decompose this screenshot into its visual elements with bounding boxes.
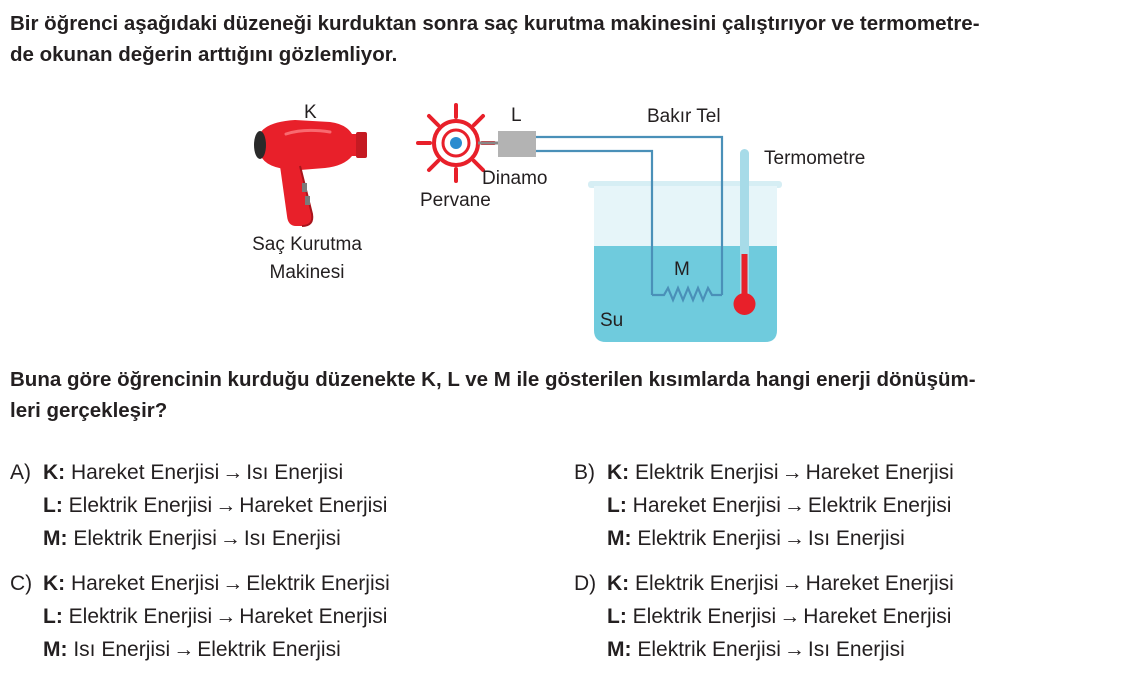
dynamo-box	[498, 131, 536, 157]
option-a-k-to: Isı Enerjisi	[246, 461, 344, 484]
option-b-letter: B)	[574, 461, 595, 484]
label-su: Su	[600, 310, 624, 331]
arrow-icon: →	[783, 638, 805, 661]
option-c-m-key: M:	[43, 638, 68, 661]
option-d-l	[607, 600, 954, 633]
option-b-l-to: Elektrik Enerjisi	[807, 494, 952, 517]
option-b-l-key: L:	[607, 494, 627, 517]
option-d-l-to: Hareket Enerjisi	[803, 605, 952, 628]
option-d-k	[607, 567, 954, 600]
arrow-icon: →	[173, 638, 195, 661]
option-d-letter: D)	[574, 572, 597, 595]
arrow-icon: →	[781, 461, 803, 484]
arrow-icon: →	[781, 572, 803, 595]
option-b-m	[607, 522, 954, 555]
option-c-l-key: L:	[43, 605, 63, 628]
option-a-l-to: Hareket Enerjisi	[239, 494, 388, 517]
option-b-m-key: M:	[607, 527, 632, 550]
arrow-icon: →	[215, 494, 237, 517]
option-a-m	[43, 522, 387, 555]
option-b-k-key: K:	[607, 461, 630, 484]
option-a-l-from: Elektrik Enerjisi	[68, 494, 213, 517]
option-d-k-from: Elektrik Enerjisi	[635, 572, 779, 595]
intro-line-1: Bir öğrenci aşağıdaki düzeneği kurduktan sonra saç kurutma makinesini çalıştırıyor ve termometre-	[10, 12, 980, 35]
option-d-m-from: Elektrik Enerjisi	[637, 638, 781, 661]
option-d-m-key: M:	[607, 638, 632, 661]
option-a-m-key: M:	[43, 527, 68, 550]
option-c-l	[43, 600, 390, 633]
label-pervane: Pervane	[420, 190, 491, 211]
option-c-l-from: Elektrik Enerjisi	[68, 605, 213, 628]
option-b-k-from: Elektrik Enerjisi	[635, 461, 779, 484]
hairdryer-icon	[254, 120, 367, 226]
label-l: L	[511, 105, 522, 126]
option-b-l	[607, 489, 954, 522]
arrow-icon: →	[783, 494, 805, 517]
arrow-icon: →	[219, 527, 241, 550]
option-b-m-from: Elektrik Enerjisi	[637, 527, 781, 550]
option-c-l-to: Hareket Enerjisi	[239, 605, 388, 628]
label-k: K	[304, 102, 317, 123]
option-c-m-from: Isı Enerjisi	[73, 638, 171, 661]
option-d-l-from: Elektrik Enerjisi	[632, 605, 777, 628]
option-c-k	[43, 567, 390, 600]
option-c-k-key: K:	[43, 572, 66, 595]
option-d-m-to: Isı Enerjisi	[807, 638, 905, 661]
option-a-m-to: Isı Enerjisi	[243, 527, 341, 550]
arrow-icon: →	[222, 461, 244, 484]
option-b-k-to: Hareket Enerjisi	[805, 461, 954, 484]
option-c-m	[43, 633, 390, 666]
arrow-icon: →	[215, 605, 237, 628]
option-d-l-key: L:	[607, 605, 627, 628]
label-bakir-tel: Bakır Tel	[647, 106, 721, 127]
arrow-icon: →	[779, 605, 801, 628]
arrow-icon: →	[783, 527, 805, 550]
label-dinamo: Dinamo	[482, 168, 548, 189]
option-c-k-from: Hareket Enerjisi	[71, 572, 220, 595]
option-a-letter: A)	[10, 461, 31, 484]
option-a-k	[43, 456, 387, 489]
option-b-l-from: Hareket Enerjisi	[632, 494, 781, 517]
option-c-k-to: Elektrik Enerjisi	[246, 572, 390, 595]
question-line-2: leri gerçekleşir?	[10, 399, 168, 422]
option-d-k-key: K:	[607, 572, 630, 595]
label-hairdryer-line-2: Makinesi	[269, 262, 345, 283]
option-b-k	[607, 456, 954, 489]
question-text	[10, 364, 1110, 426]
question-line-1: Buna göre öğrencinin kurduğu düzenekte K, L ve M ile gösterilen kısımlarda hangi enerji dönüşüm-	[10, 368, 976, 391]
option-a-k-key: K:	[43, 461, 66, 484]
label-m: M	[674, 259, 690, 280]
option-d-k-to: Hareket Enerjisi	[805, 572, 954, 595]
option-c-letter: C)	[10, 572, 33, 595]
option-b-m-to: Isı Enerjisi	[807, 527, 905, 550]
option-a-k-from: Hareket Enerjisi	[71, 461, 220, 484]
arrow-icon: →	[222, 572, 244, 595]
label-hairdryer-line-1: Saç Kurutma	[252, 234, 362, 255]
option-d-m	[607, 633, 954, 666]
intro-line-2: de okunan değerin arttığını gözlemliyor.	[10, 43, 398, 66]
label-termometre: Termometre	[764, 148, 866, 169]
option-a-l-key: L:	[43, 494, 63, 517]
option-c-m-to: Elektrik Enerjisi	[197, 638, 341, 661]
option-a-l	[43, 489, 387, 522]
option-a-m-from: Elektrik Enerjisi	[73, 527, 217, 550]
